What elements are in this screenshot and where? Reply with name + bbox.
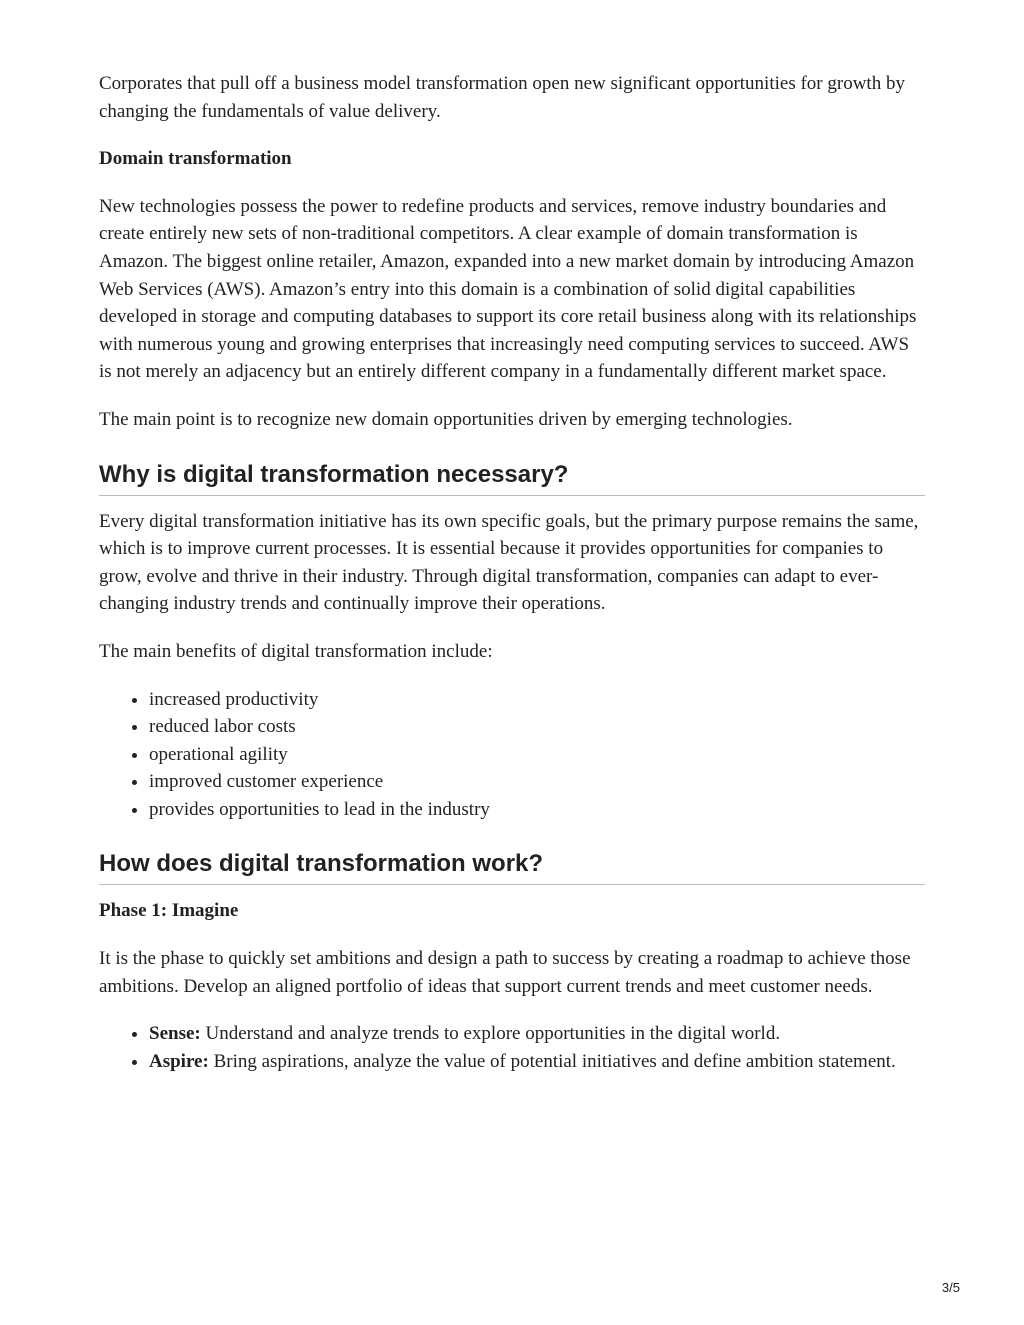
- benefits-list: [99, 686, 925, 824]
- step-description: Understand and analyze trends to explore opportunities in the digital world.: [205, 1023, 781, 1045]
- list-item: • provides opportunities to lead in the industry: [149, 796, 925, 824]
- intro-paragraph: Corporates that pull off a business model transformation open new significant opportunities for growth by changing the fundamentals of value delivery.: [99, 73, 905, 122]
- list-item: • increased productivity: [149, 686, 925, 714]
- phase-heading: Phase 1: Imagine: [99, 900, 239, 922]
- list-item: • reduced labor costs: [149, 713, 925, 741]
- domain-transformation-paragraph: New technologies possess the power to redefine products and services, remove industry boundaries and create entirely new sets of non-traditional competitors. A clear example of domain transformation is Amazon. The biggest online retailer, Amazon, expanded into a new market domain by introducing Amazon Web Services (AWS). Amazon’s entry into this domain is a combination of solid digital capabilities developed in storage and computing databases to support its core retail business along with its relationships with numerous young and growing enterprises that increasingly need computing services to succeed. AWS is not merely an adjacency but an entirely different company in a fundamentally different market space.: [99, 195, 917, 383]
- why-section-heading: Why is digital transformation necessary?: [99, 460, 925, 496]
- step-term: Aspire:: [149, 1050, 209, 1072]
- phase-paragraph: It is the phase to quickly set ambitions and design a path to success by creating a roadmap to achieve those ambitions. Develop an aligned portfolio of ideas that support current trends and meet customer needs.: [99, 948, 911, 997]
- benefits-intro: The main benefits of digital transformation include:: [99, 640, 493, 662]
- document-page: [99, 70, 925, 1095]
- list-item: [149, 1020, 925, 1048]
- list-item: • operational agility: [149, 741, 925, 769]
- step-term: Sense:: [149, 1023, 201, 1045]
- page-number: 3/5: [941, 1280, 960, 1295]
- why-section-paragraph: Every digital transformation initiative has its own specific goals, but the primary purpose remains the same, which is to improve current processes. It is essential because it provides opportunities for companies to grow, evolve and thrive in their industry. Through digital transformation, companies can adapt to ever-changing industry trends and continually improve their operations.: [99, 510, 919, 615]
- step-description: Bring aspirations, analyze the value of potential initiatives and define ambition statement.: [213, 1050, 896, 1072]
- list-item: [149, 1048, 925, 1076]
- domain-transformation-heading: Domain transformation: [99, 148, 292, 170]
- how-section-heading: How does digital transformation work?: [99, 849, 925, 885]
- domain-transformation-summary: The main point is to recognize new domain opportunities driven by emerging technologies.: [99, 408, 793, 430]
- phase-steps-list: [99, 1020, 925, 1075]
- list-item: • improved customer experience: [149, 768, 925, 796]
